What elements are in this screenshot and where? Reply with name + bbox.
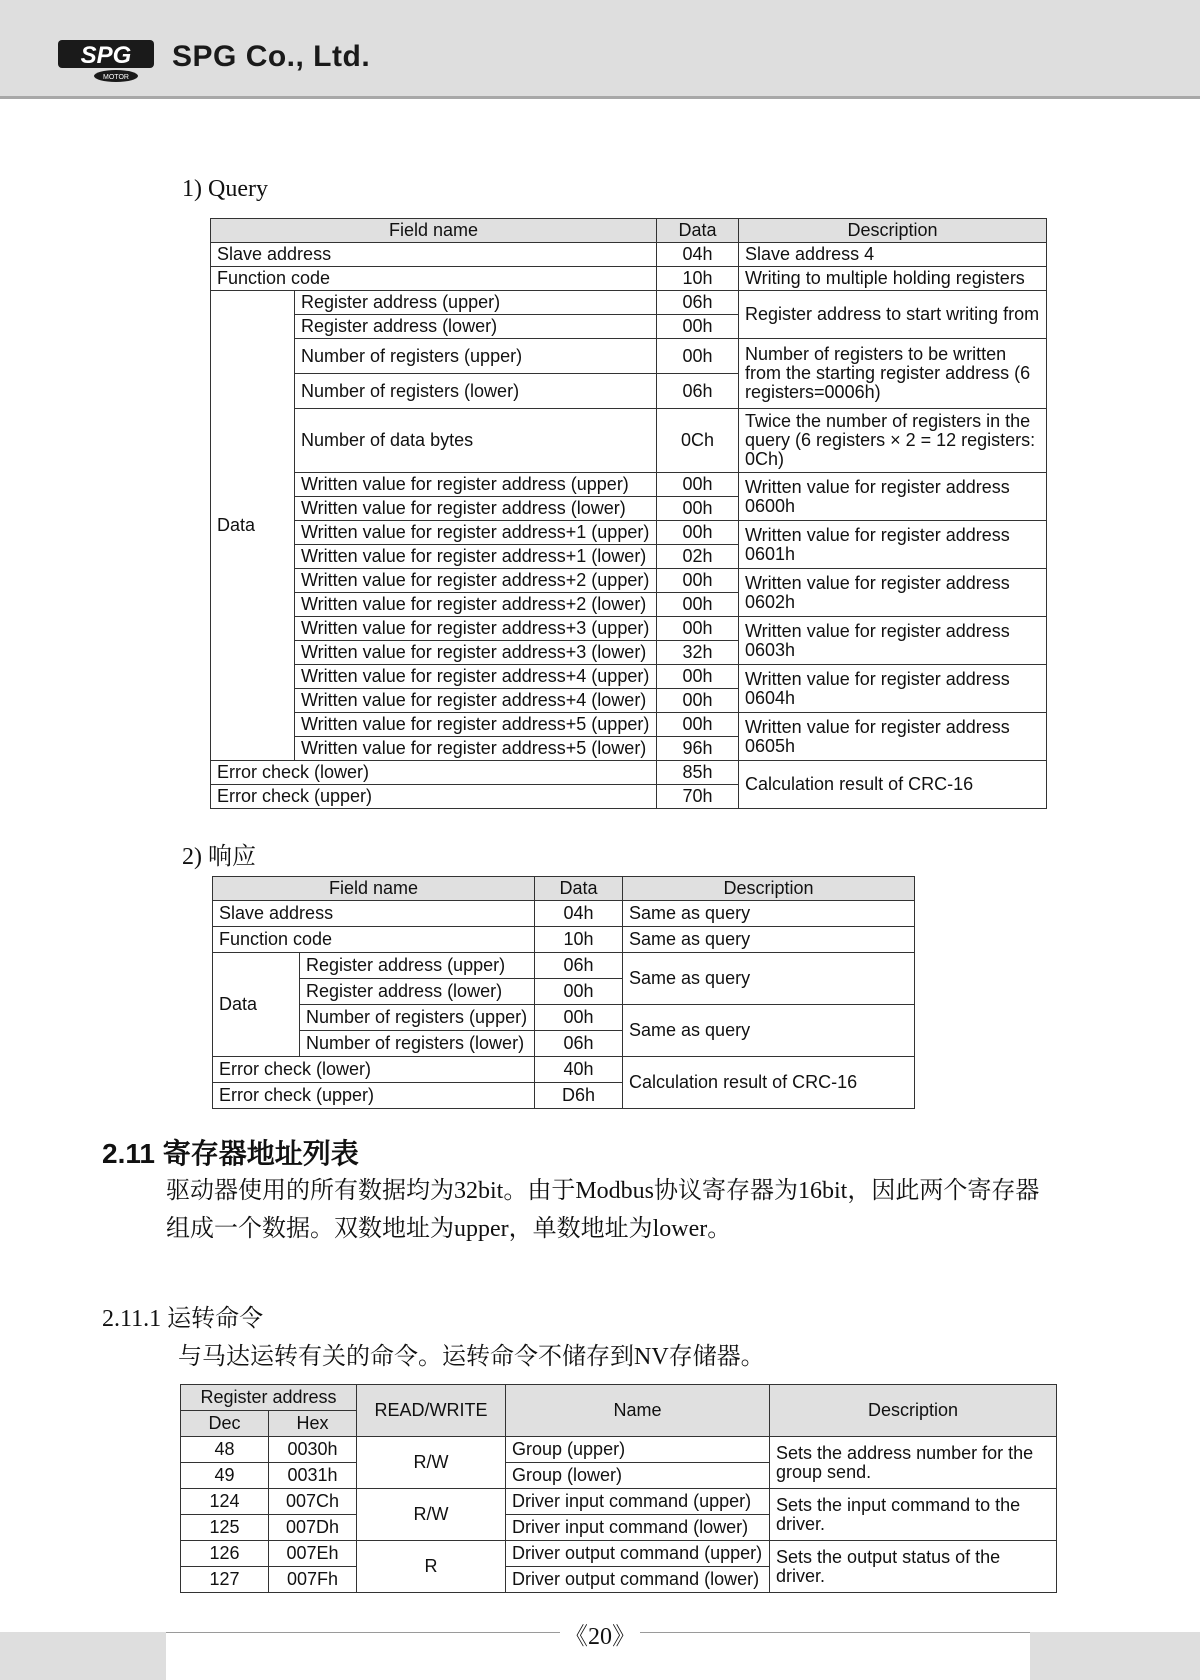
col-data: Data (535, 877, 623, 901)
data-cell: 00h (657, 521, 739, 545)
field-cell: Function code (213, 927, 535, 953)
footer-band-left (0, 1632, 166, 1680)
name-cell: Group (lower) (506, 1463, 770, 1489)
table-row (211, 617, 1047, 641)
field-cell: Register address (lower) (300, 979, 535, 1005)
desc-cell: Written value for register address 0604h (739, 665, 1047, 713)
field-cell: Register address (upper) (295, 291, 657, 315)
hex-cell: 007Dh (269, 1515, 357, 1541)
field-cell: Written value for register address+5 (upper) (295, 713, 657, 737)
data-cell: 00h (657, 665, 739, 689)
name-cell: Driver output command (lower) (506, 1567, 770, 1593)
data-cell: 00h (657, 713, 739, 737)
logo-text: SPG (80, 42, 132, 69)
field-cell: Written value for register address+4 (lower) (295, 689, 657, 713)
desc-cell: Number of registers to be written from the starting register address (6 registers=0006h) (739, 339, 1047, 409)
field-cell: Written value for register address+4 (upper) (295, 665, 657, 689)
table-row (181, 1541, 1057, 1567)
rw-cell: R/W (357, 1437, 506, 1489)
table-row (181, 1489, 1057, 1515)
desc-cell: Same as query (623, 953, 915, 1005)
data-cell: 06h (535, 953, 623, 979)
desc-cell: Sets the address number for the group send. (770, 1437, 1057, 1489)
logo-subtext: MOTOR (103, 74, 129, 81)
field-cell: Error check (lower) (213, 1057, 535, 1083)
data-cell: 32h (657, 641, 739, 665)
field-cell: Register address (lower) (295, 315, 657, 339)
data-cell: 00h (657, 473, 739, 497)
subsection-paragraph: 与马达运转有关的命令。运转命令不储存到NV存储器。 (178, 1344, 765, 1370)
section-paragraph (166, 1172, 1039, 1248)
data-cell: 00h (657, 497, 739, 521)
desc-cell: Calculation result of CRC-16 (623, 1057, 915, 1109)
col-dec: Dec (181, 1411, 269, 1437)
data-cell: 04h (657, 243, 739, 267)
paragraph-line: 组成一个数据。双数地址为upper，单数地址为lower。 (166, 1216, 732, 1242)
field-cell: Written value for register address (upper) (295, 473, 657, 497)
field-cell: Error check (upper) (211, 785, 657, 809)
field-cell: Number of registers (lower) (300, 1031, 535, 1057)
desc-cell: Written value for register address 0601h (739, 521, 1047, 569)
table-row (211, 473, 1047, 497)
register-table (180, 1384, 1057, 1593)
col-hex: Hex (269, 1411, 357, 1437)
data-cell: 02h (657, 545, 739, 569)
hex-cell: 007Ch (269, 1489, 357, 1515)
table-row (213, 901, 915, 927)
table-row (213, 953, 915, 979)
field-cell: Number of registers (upper) (295, 339, 657, 374)
data-cell: 0Ch (657, 409, 739, 473)
dec-cell: 127 (181, 1567, 269, 1593)
desc-cell: Register address to start writing from (739, 291, 1047, 339)
table-row (211, 291, 1047, 315)
hex-cell: 0030h (269, 1437, 357, 1463)
table-row (181, 1437, 1057, 1463)
spg-logo-icon (56, 36, 156, 84)
col-read-write: READ/WRITE (357, 1385, 506, 1437)
data-cell: 10h (657, 267, 739, 291)
col-description: Description (623, 877, 915, 901)
data-cell: 06h (657, 291, 739, 315)
data-cell: 00h (535, 1005, 623, 1031)
paragraph-line: 驱动器使用的所有数据均为32bit。由于Modbus协议寄存器为16bit，因此两个寄存器 (166, 1178, 1040, 1204)
table-row (211, 267, 1047, 291)
dec-cell: 48 (181, 1437, 269, 1463)
desc-cell: Writing to multiple holding registers (739, 267, 1047, 291)
field-cell: Register address (upper) (300, 953, 535, 979)
name-cell: Driver input command (lower) (506, 1515, 770, 1541)
data-cell: D6h (535, 1083, 623, 1109)
col-field-name: Field name (211, 219, 657, 243)
field-cell: Written value for register address+1 (upper) (295, 521, 657, 545)
name-cell: Driver output command (upper) (506, 1541, 770, 1567)
section-title: 2.11 寄存器地址列表 (102, 1138, 359, 1169)
table-row (211, 521, 1047, 545)
field-cell: Written value for register address+3 (upper) (295, 617, 657, 641)
data-cell: 85h (657, 761, 739, 785)
field-cell: Number of data bytes (295, 409, 657, 473)
company-name: SPG Co., Ltd. (172, 40, 371, 73)
data-cell: 00h (535, 979, 623, 1005)
desc-cell: Calculation result of CRC-16 (739, 761, 1047, 809)
desc-cell: Written value for register address 0605h (739, 713, 1047, 761)
rw-cell: R/W (357, 1489, 506, 1541)
hex-cell: 007Fh (269, 1567, 357, 1593)
field-cell: Error check (upper) (213, 1083, 535, 1109)
desc-cell: Twice the number of registers in the query (6 registers × 2 = 12 registers: 0Ch) (739, 409, 1047, 473)
desc-cell: Same as query (623, 901, 915, 927)
field-cell: Slave address (213, 901, 535, 927)
dec-cell: 125 (181, 1515, 269, 1541)
field-cell: Written value for register address+5 (lower) (295, 737, 657, 761)
table-row (211, 409, 1047, 473)
data-cell: 00h (657, 689, 739, 713)
data-cell: 10h (535, 927, 623, 953)
desc-cell: Written value for register address 0600h (739, 473, 1047, 521)
data-cell: 00h (657, 593, 739, 617)
query-table (210, 218, 1047, 809)
query-heading: 1) Query (182, 176, 268, 202)
data-cell: 00h (657, 617, 739, 641)
field-cell: Slave address (211, 243, 657, 267)
table-row (211, 569, 1047, 593)
footer-line-left (166, 1632, 560, 1633)
desc-cell: Written value for register address 0603h (739, 617, 1047, 665)
table-row (213, 927, 915, 953)
data-cell: 00h (657, 569, 739, 593)
field-cell: Written value for register address+2 (upper) (295, 569, 657, 593)
page-header (0, 0, 1200, 99)
desc-cell: Sets the output status of the driver. (770, 1541, 1057, 1593)
col-field-name: Field name (213, 877, 535, 901)
dec-cell: 49 (181, 1463, 269, 1489)
hex-cell: 0031h (269, 1463, 357, 1489)
data-cell: 00h (657, 315, 739, 339)
data-group-label: Data (211, 291, 295, 761)
table-row (211, 243, 1047, 267)
table-row (211, 339, 1047, 374)
data-cell: 06h (535, 1031, 623, 1057)
table-row (213, 1057, 915, 1083)
name-cell: Driver input command (upper) (506, 1489, 770, 1515)
table-row (213, 1005, 915, 1031)
field-cell: Number of registers (upper) (300, 1005, 535, 1031)
desc-cell: Same as query (623, 927, 915, 953)
col-name: Name (506, 1385, 770, 1437)
data-cell: 06h (657, 374, 739, 409)
field-cell: Written value for register address+1 (lower) (295, 545, 657, 569)
dec-cell: 126 (181, 1541, 269, 1567)
hex-cell: 007Eh (269, 1541, 357, 1567)
field-cell: Error check (lower) (211, 761, 657, 785)
data-cell: 40h (535, 1057, 623, 1083)
col-register-address: Register address (181, 1385, 357, 1411)
desc-cell: Slave address 4 (739, 243, 1047, 267)
response-table (212, 876, 915, 1109)
field-cell: Written value for register address+2 (lower) (295, 593, 657, 617)
data-cell: 96h (657, 737, 739, 761)
data-cell: 00h (657, 339, 739, 374)
field-cell: Written value for register address (lower) (295, 497, 657, 521)
col-description: Description (739, 219, 1047, 243)
field-cell: Function code (211, 267, 657, 291)
response-heading: 2) 响应 (182, 844, 256, 870)
page-number: 《20》 (564, 1624, 636, 1650)
data-cell: 04h (535, 901, 623, 927)
desc-cell: Written value for register address 0602h (739, 569, 1047, 617)
table-row (211, 713, 1047, 737)
footer-band-right (1030, 1632, 1200, 1680)
data-group-label: Data (213, 953, 300, 1057)
col-description: Description (770, 1385, 1057, 1437)
col-data: Data (657, 219, 739, 243)
dec-cell: 124 (181, 1489, 269, 1515)
desc-cell: Sets the input command to the driver. (770, 1489, 1057, 1541)
field-cell: Number of registers (lower) (295, 374, 657, 409)
field-cell: Written value for register address+3 (lower) (295, 641, 657, 665)
subsection-title: 2.11.1 运转命令 (102, 1306, 264, 1332)
desc-cell: Same as query (623, 1005, 915, 1057)
name-cell: Group (upper) (506, 1437, 770, 1463)
table-row (211, 761, 1047, 785)
footer-line-right (640, 1632, 1030, 1633)
rw-cell: R (357, 1541, 506, 1593)
data-cell: 70h (657, 785, 739, 809)
table-row (211, 665, 1047, 689)
